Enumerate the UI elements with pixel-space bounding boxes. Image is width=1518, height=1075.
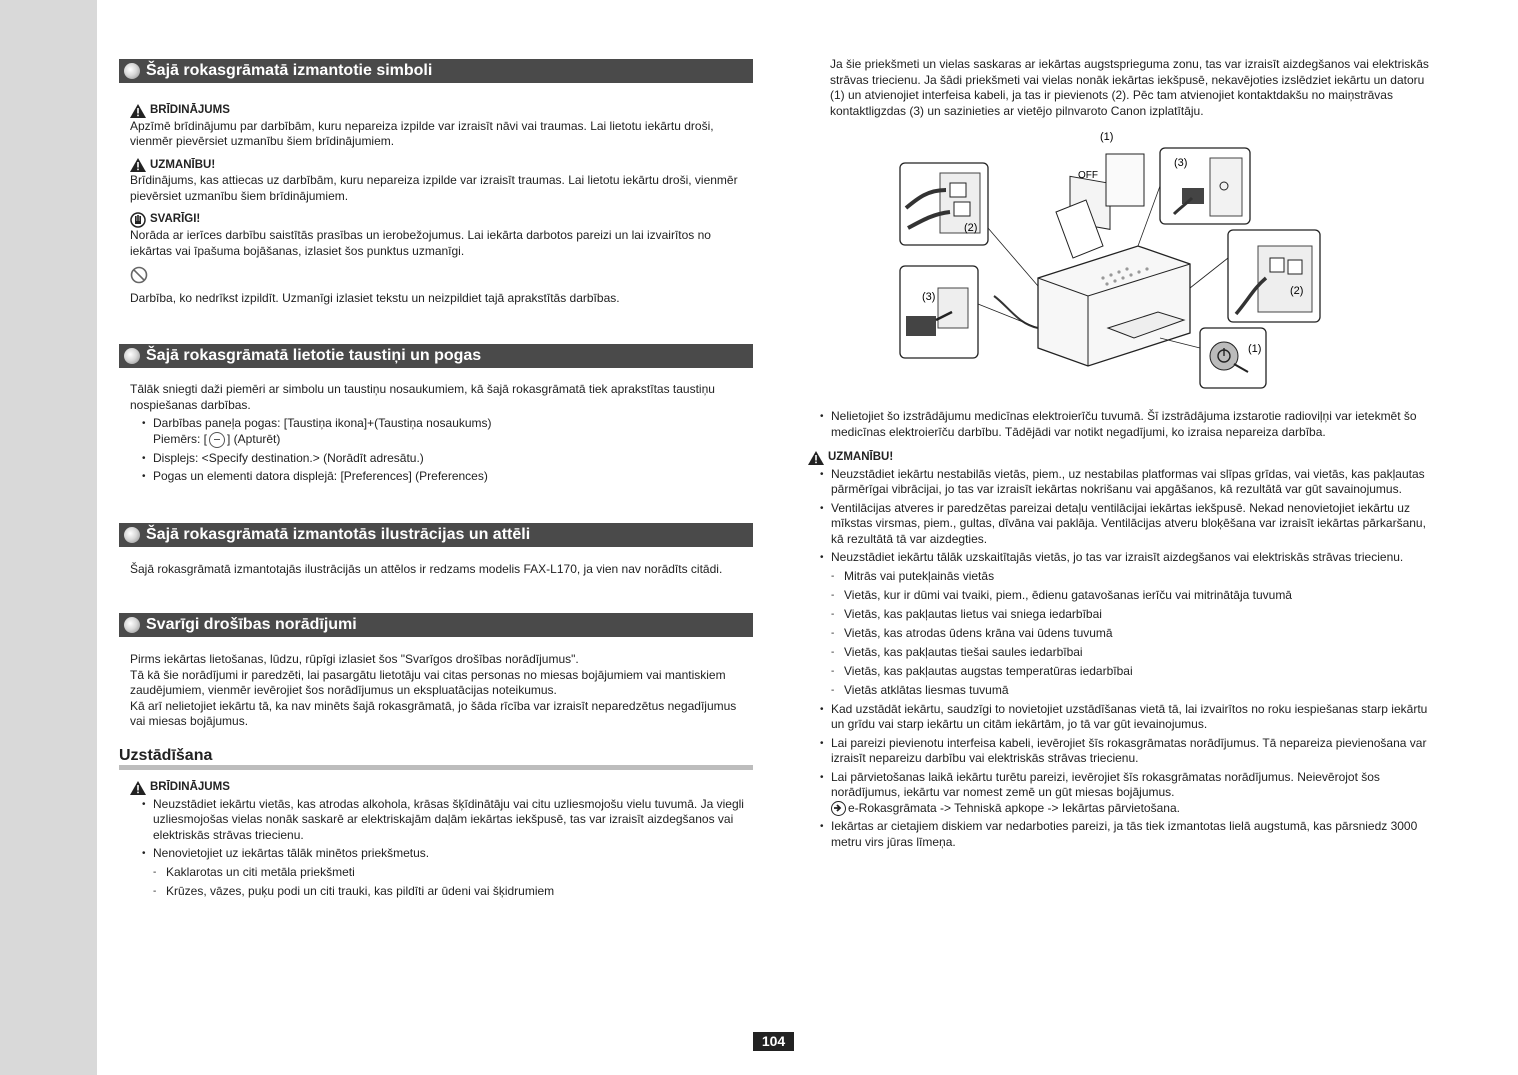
- section-heading-illustrations: [119, 523, 753, 547]
- figure-label-2: (2): [964, 222, 978, 234]
- warning-label: BRĪDINĀJUMS: [130, 780, 752, 796]
- list-item: • Nenovietojiet uz iekārtas tālāk minētos priekšmetus. - Kaklarotas un citi metāla priekšmeti - Krūzes, vāzes, puķu podi un citi trauki, kas pildīti ar ūdeni vai šķidrumiem: [140, 846, 752, 899]
- figure-label-2: (2): [1290, 285, 1304, 297]
- off-label: OFF: [1078, 170, 1098, 181]
- page-number: 104: [753, 1032, 794, 1051]
- list-item: • Iekārtas ar cietajiem diskiem var nedarboties pareizi, ja tās tiek izmantotas lielā augstumā, kas pārsniedz 3000 metru virs jūras līmeņa.: [818, 819, 1432, 850]
- list-item: • Pogas un elementi datora displejā: [Preferences] (Preferences): [140, 469, 750, 485]
- list-item: • Displejs: <Specify destination.> (Norādīt adresātu.): [140, 451, 750, 467]
- keys-intro: Tālāk sniegti daži piemēri ar simbolu un taustiņu nosaukumiem, kā šajā rokasgrāmatā tiek aprakstītas taustiņu nospiešanas darbības.: [130, 382, 715, 412]
- right-intro: Ja šie priekšmeti un vielas saskaras ar iekārtas augstsprieguma zonu, tas var izraisīt aizdegšanos vai elektriskās strāvas triecienu. Ja šādi priekšmeti vai vielas nonāk iekārtas iekšpusē, nekavējoties izslēdziet iekārtu un datoru (1) un atvienojiet interfeisa kabeli, ja tas ir pievienots (2). Pēc tam atvienojiet kontaktdakšu no maiņstrāvas kontaktligzdas (3) un sazinieties ar vietējo pilnvaroto Canon izplatītāju.: [830, 57, 1429, 118]
- symbols-block: [130, 103, 750, 306]
- caution-label: UZMANĪBU!: [808, 450, 1432, 466]
- reference-arrow-icon: [831, 801, 846, 816]
- list-item: • Kad uzstādāt iekārtu, saudzīgi to novietojiet uzstādīšanas vietā tā, lai izvairītos no roku iespiešanas starp iekārtu un grīdu vai starp iekārtu un citām iekārtām, jo tā var gūt ievainojumus.: [818, 702, 1432, 733]
- keys-block: [130, 382, 750, 488]
- location-dash-list: [831, 569, 1432, 699]
- list-item: • Nelietojiet šo izstrādājumu medicīnas elektroierīču tuvumā. Šī izstrādājuma izstarotie radioviļņi var ietekmēt šo medicīnas elektroierīču darbību. Tādējādi var notikt negadījumi, ko izraisa nepareiza darbība.: [818, 409, 1432, 440]
- prohibit-symbol: [130, 266, 750, 289]
- section-heading-symbols: [119, 59, 753, 83]
- caution-triangle-icon: [808, 451, 824, 465]
- dash-item: - Vietās, kur ir dūmi vai tvaiki, piem., ēdienu gatavošanas ierīču vai mitrinātāja tuvumā: [831, 588, 1432, 604]
- important-text: Norāda ar ierīces darbību saistītās prasības un ierobežojumus. Lai iekārta darbotos pareizi un lai izvairītos no iekārtas vai īpašuma bojāšanas, izlasiet šos punktus uzmanīgi.: [130, 228, 711, 258]
- prohibit-icon: [130, 266, 148, 284]
- dash-item: - Vietās atklātas liesmas tuvumā: [831, 683, 1432, 699]
- list-item: • Neuzstādiet iekārtu tālāk uzskaitītajās vietās, jo tas var izraisīt aizdegšanos vai elektriskās strāvas triecienu. - Mitrās vai putekļainās vietās - Vietās, kur ir dūmi vai tvaiki, piem., ēdienu gatavošanas ierīču vai mitrinātāja tuvumā - Vietās, kas pakļautas lietus vai sniega iedarbībai - Vietās, kas atrodas ūdens krāna vai ūdens tuvumā - Vietās, kas pakļautas tiešai saules iedarbībai - Vietās, kas pakļautas augstas temperatūras iedarbībai - Vietās atklātas liesmas tuvumā: [818, 550, 1432, 698]
- dash-item: - Mitrās vai putekļainās vietās: [831, 569, 1432, 585]
- section-heading-keys: [119, 344, 753, 368]
- disconnect-illustration: [898, 128, 1328, 390]
- section-bullet-icon: [124, 617, 140, 633]
- prohibit-text: Darbība, ko nedrīkst izpildīt. Uzmanīgi izlasiet tekstu un neizpildiet tajā aprakstītās darbības.: [130, 290, 620, 305]
- medical-list: [818, 409, 1432, 443]
- important-label: SVARĪGI!: [130, 212, 750, 228]
- list-item: • Darbības paneļa pogas: [Taustiņa ikona]+(Taustiņa nosaukums) Piemērs: [ ] (Apturēt): [140, 416, 750, 448]
- section-title: Šajā rokasgrāmatā izmantotās ilustrācijas un attēli: [146, 526, 531, 543]
- caution-triangle-icon: [130, 158, 146, 172]
- section-heading-safety: [119, 613, 753, 637]
- keys-list: [140, 416, 750, 485]
- dash-item: - Krūzes, vāzes, puķu podi un citi trauki, kas pildīti ar ūdeni vai šķidrumiem: [153, 884, 752, 900]
- stop-key-icon: [209, 432, 225, 448]
- caution-list: [818, 467, 1432, 851]
- figure-label-3: (3): [922, 291, 936, 303]
- warning-label: BRĪDINĀJUMS: [130, 103, 750, 119]
- section-title: Svarīgi drošības norādījumi: [146, 616, 357, 633]
- list-item: • Ventilācijas atveres ir paredzētas pareizai detaļu ventilācijai iekārtas iekšpusē. Nekad nenovietojiet iekārtu uz mīkstas virsmas, piem., gultas, dīvāna vai paklāja. Ventilācijas atveru bloķēšana var izraisīt iekārtas pārkaršanu, kā rezultātā tā var aizdegties.: [818, 501, 1432, 548]
- figure-label-1: (1): [1248, 343, 1262, 355]
- safety-intro-block: [130, 652, 752, 730]
- list-item: • Neuzstādiet iekārtu nestabilās vietās, piem., uz nestabilas platformas vai slīpas grīdas, vai vietās, kas pakļautas pārmērīgai vibrācijai, jo tas var izraisīt iekārtas nokrišanu vai apgāšanos, kā rezultātā var gūt savainojumus.: [818, 467, 1432, 498]
- warning-text: Apzīmē brīdinājumu par darbībām, kuru nepareiza izpilde var izraisīt nāvi vai traumas. Lai lietotu iekārtu droši, vienmēr pievērsiet uzmanību šiem brīdinājumiem.: [130, 118, 714, 148]
- dash-item: - Vietās, kas pakļautas lietus vai sniega iedarbībai: [831, 607, 1432, 623]
- page-gutter: [0, 0, 97, 1075]
- warning-triangle-icon: [130, 781, 146, 795]
- dash-item: - Vietās, kas pakļautas tiešai saules iedarbībai: [831, 645, 1432, 661]
- section-title: Šajā rokasgrāmatā izmantotie simboli: [146, 62, 433, 79]
- fax-machine: [1038, 246, 1190, 366]
- dash-item: - Kaklarotas un citi metāla priekšmeti: [153, 865, 752, 881]
- list-item: • Neuzstādiet iekārtu vietās, kas atrodas alkohola, krāsas šķīdinātāju vai citu uzliesmojošu vielu tuvumā. Ja viegli uzliesmojošas vielas nonāk saskarē ar elektriskajām daļām iekārtas iekšpusē, tas var izraisīt aizdegšanos vai elektriskās strāvas triecienu.: [140, 797, 752, 844]
- figure-label-3: (3): [1174, 157, 1188, 169]
- list-item: • Lai pārvietošanas laikā iekārtu turētu pareizi, ievērojiet šīs rokasgrāmatas norādījumus. Neievērojot šos norādījumus, iekārtu var nomest zemē un gūt miesas bojājumus. e-Rokasgrāmata -> Tehniskā apkope -> Iekārtas pārvietošana.: [818, 770, 1432, 817]
- section-title: Šajā rokasgrāmatā lietotie taustiņi un pogas: [146, 347, 482, 364]
- install-warning-block: [130, 780, 752, 903]
- install-heading: Uzstādīšana: [119, 748, 753, 770]
- illustrations-text: Šajā rokasgrāmatā izmantotajās ilustrācijās un attēlos ir redzams modelis FAX-L170, ja vien nav norādīts citādi.: [130, 562, 723, 576]
- caution-text: Brīdinājums, kas attiecas uz darbībām, kuru nepareiza izpilde var izraisīt traumas. Lai lietotu iekārtu droši, vienmēr pievērsiet uzmanību šiem brīdinājumiem.: [130, 173, 738, 203]
- safety-paragraph: Tā kā šie norādījumi ir paredzēti, lai pasargātu lietotāju vai citas personas no miesas bojājumiem vai mantiskiem zaudējumiem, vienmēr ievērojiet šos norādījumus un ekspluatācijas noteikumus.: [130, 667, 726, 697]
- dash-item: - Vietās, kas atrodas ūdens krāna vai ūdens tuvumā: [831, 626, 1432, 642]
- figure-label-1: (1): [1100, 131, 1114, 143]
- list-item: • Lai pareizi pievienotu interfeisa kabeli, ievērojiet šīs rokasgrāmatas norādījumus. Tā nepareiza pievienošana var izraisīt nepareizu darbību vai elektriskās strāvas triecienu.: [818, 736, 1432, 767]
- safety-paragraph: Kā arī nelietojiet iekārtu tā, ka nav minēts šajā rokasgrāmatā, jo šāda rīcība var izraisīt neparedzētus negadījumus vai miesas bojājumus.: [130, 698, 737, 728]
- important-hand-icon: [130, 212, 146, 228]
- install-warning-list: [140, 797, 752, 900]
- manual-reference: e-Rokasgrāmata -> Tehniskā apkope -> Iekārtas pārvietošana.: [848, 800, 1180, 815]
- caution-label: UZMANĪBU!: [130, 158, 750, 174]
- dash-item: - Vietās, kas pakļautas augstas temperatūras iedarbībai: [831, 664, 1432, 680]
- warning-triangle-icon: [130, 104, 146, 118]
- heading-rule: [119, 765, 753, 770]
- safety-paragraph: Pirms iekārtas lietošanas, lūdzu, rūpīgi izlasiet šos "Svarīgos drošības norādījumus".: [130, 652, 579, 666]
- section-bullet-icon: [124, 348, 140, 364]
- right-caution-block: [808, 450, 1432, 853]
- section-bullet-icon: [124, 63, 140, 79]
- section-bullet-icon: [124, 527, 140, 543]
- dash-list: [153, 865, 752, 900]
